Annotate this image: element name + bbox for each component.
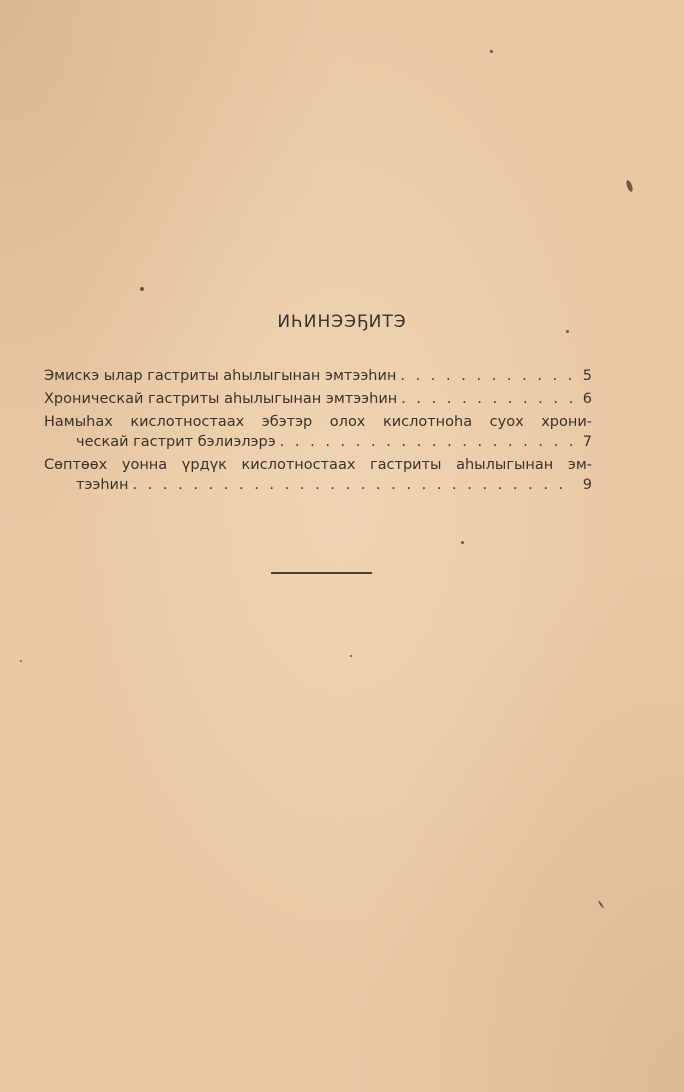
paper-speck: [490, 50, 493, 53]
toc-entry-title: Сөптөөх уонна үрдүк кислотностаах гастриты аһылыгынан эм-: [44, 457, 592, 473]
contents-heading: ИҺИНЭЭҔИТЭ: [277, 312, 407, 332]
paper-speck: [140, 287, 144, 291]
toc-page-number: 7: [582, 434, 592, 450]
dot-leader: [280, 432, 572, 452]
toc-entry-title: Хроническай гастриты аһылыгынан эмтээһин: [44, 391, 398, 407]
toc-entry-title: Эмискэ ылар гастриты аһылыгынан эмтээһин: [44, 368, 397, 384]
paper-speck: [20, 660, 22, 662]
toc-entry: [44, 412, 592, 452]
toc-page-number: 5: [582, 368, 592, 384]
toc-entry-title-continued: тээһин: [76, 477, 129, 493]
toc-page-number: 6: [582, 391, 592, 407]
dot-leader: [132, 475, 572, 495]
toc-page-number: 9: [582, 477, 592, 493]
toc-entry: [44, 366, 592, 386]
paper-speck: [598, 900, 605, 909]
closing-rule: [271, 572, 372, 574]
paper-speck: [566, 330, 569, 333]
paper-speck: [625, 180, 634, 193]
paper-speck: [461, 541, 464, 544]
dot-leader: [401, 389, 572, 409]
dot-leader: [400, 366, 572, 386]
toc-entry: [44, 389, 592, 409]
toc-entry-title: Намыһах кислотностаах эбэтэр олох кислотноһа суох хрони-: [44, 414, 592, 430]
toc-entry: [44, 455, 592, 495]
paper-speck: [350, 655, 352, 657]
table-of-contents: [44, 366, 592, 498]
toc-entry-title-continued: ческай гастрит бэлиэлэрэ: [76, 434, 276, 450]
